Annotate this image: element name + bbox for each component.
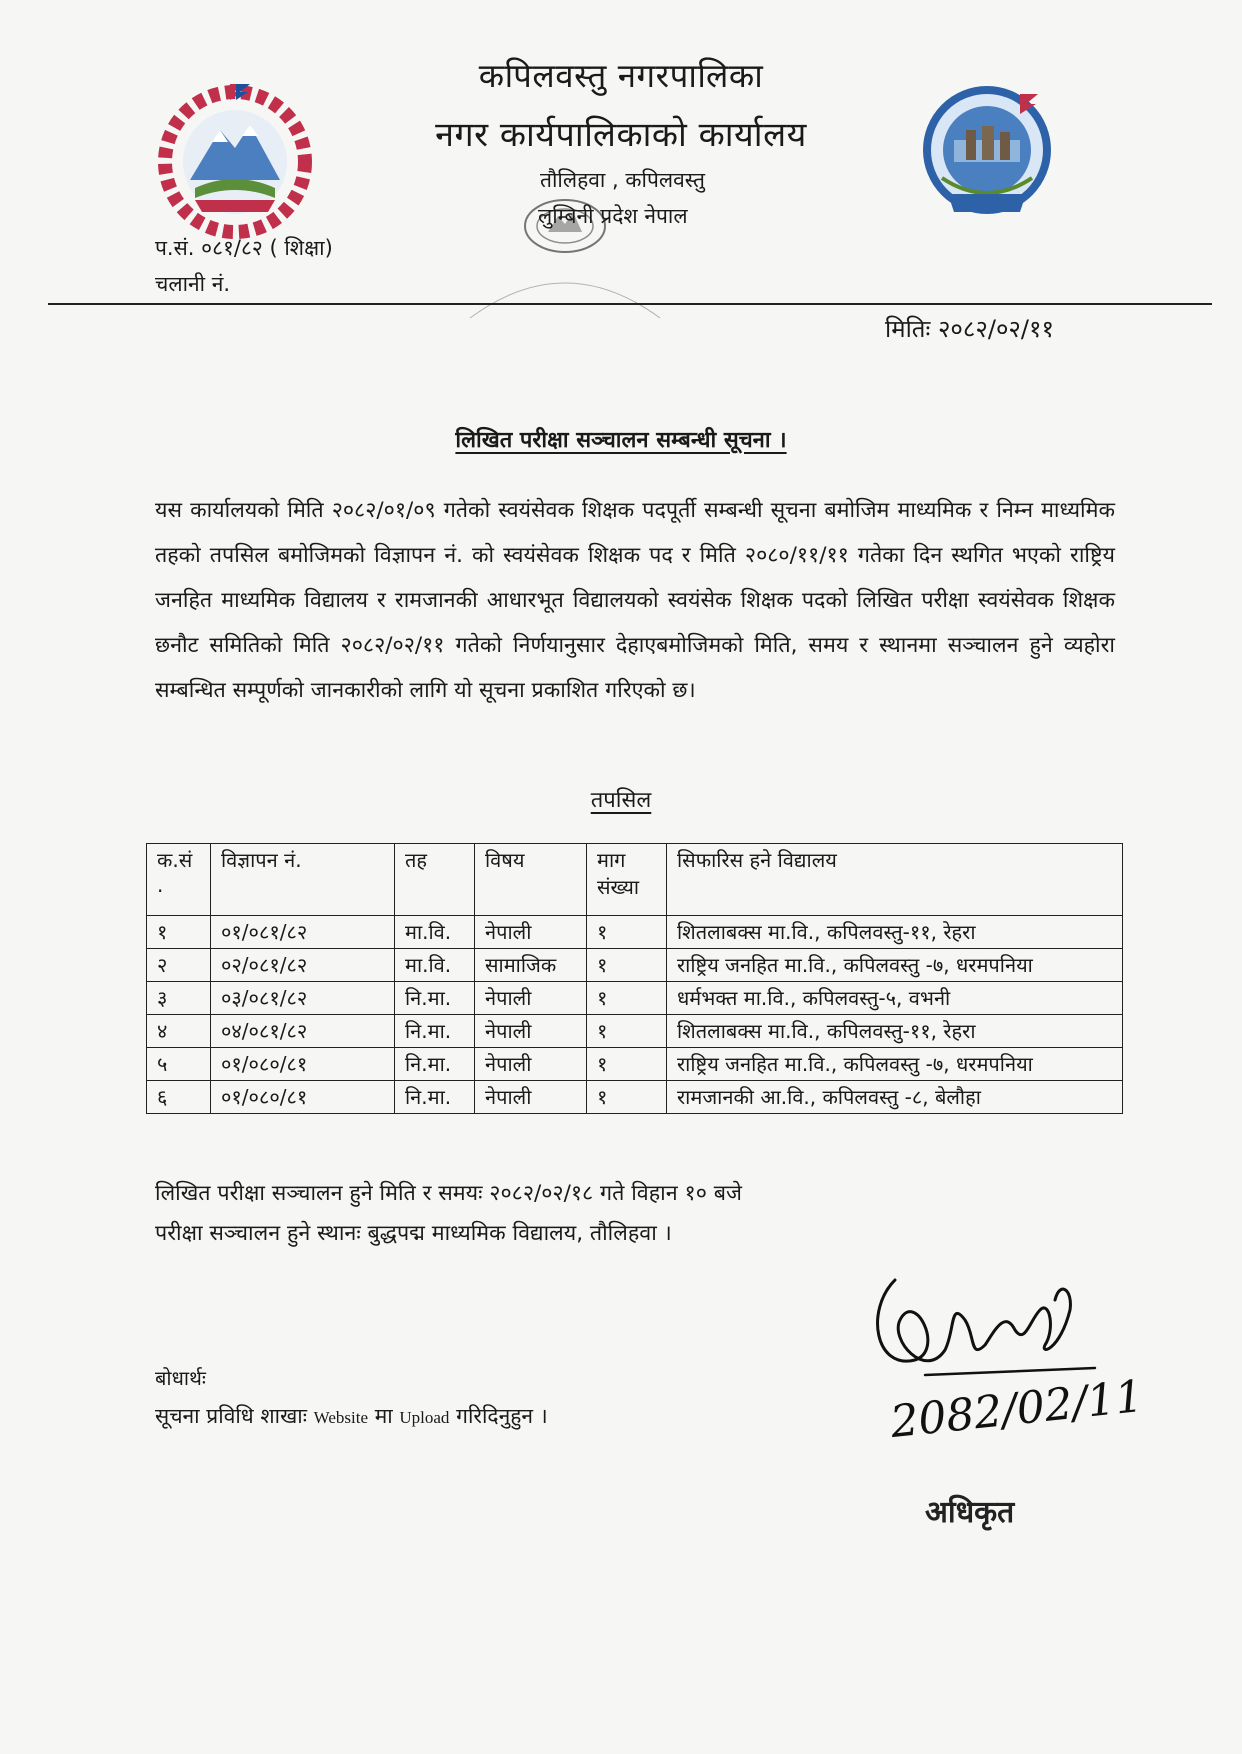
exam-venue: परीक्षा सञ्चालन हुने स्थानः बुद्धपद्म माध्यमिक विद्यालय, तौलिहवा ।	[155, 1221, 672, 1246]
table-row	[147, 982, 1123, 1015]
cell-sn: १	[147, 916, 211, 949]
municipality-name: कपिलवस्तु नगरपालिका	[478, 56, 764, 95]
cell-school: धर्मभक्त मा.वि., कपिलवस्तु-५, वभनी	[667, 982, 1123, 1015]
cell-sn: ४	[147, 1015, 211, 1048]
cell-level: नि.मा.	[395, 1048, 475, 1081]
cell-subject: सामाजिक	[475, 949, 587, 982]
website-word: Website	[313, 1408, 369, 1427]
cell-sn: ६	[147, 1081, 211, 1114]
cell-demand: १	[587, 1081, 667, 1114]
schedule-heading	[0, 784, 1242, 814]
cell-level: मा.वि.	[395, 949, 475, 982]
cell-subject: नेपाली	[475, 982, 587, 1015]
notice-paragraph: यस कार्यालयको मिति २०८२/०१/०९ गतेको स्वयंसेवक शिक्षक पदपूर्ती सम्बन्धी सूचना बमोजिम माध्यमिक र निम्न माध्यमिक तहको तपसिल बमोजिमको विज्ञापन नं. को स्वयंसेवक शिक्षक पद र मिति २०८०/११/११ गतेका दिन स्थगित भएको राष्ट्रिय जनहित माध्यमिक विद्यालय र रामजानकी आधारभूत विद्यालयको स्वयंसेक शिक्षक पदको लिखित परीक्षा स्वयंसेवक शिक्षक छनौट समितिको मिति २०८२/०२/११ गतेको निर्णयानुसार देहाएबमोजिमको मिति, समय र स्थानमा सञ्चालन हुने व्यहोरा सम्बन्धित सम्पूर्णको जानकारीको लागि यो सूचना प्रकाशित गरिएको छ।	[155, 498, 1115, 703]
cell-sn: २	[147, 949, 211, 982]
cell-advert-no: ०३/०८१/८२	[211, 982, 395, 1015]
cell-school: रामजानकी आ.वि., कपिलवस्तु -८, बेलौहा	[667, 1081, 1123, 1114]
header-divider	[48, 303, 1212, 305]
notice-title-text: लिखित परीक्षा सञ्चालन सम्बन्धी सूचना ।	[455, 428, 787, 453]
it-section-suffix: गरिदिनुहुन ।	[456, 1404, 548, 1428]
cell-school: शितलाबक्स मा.वि., कपिलवस्तु-११, रेहरा	[667, 1015, 1123, 1048]
cell-advert-no: ०२/०८१/८२	[211, 949, 395, 982]
cell-level: नि.मा.	[395, 982, 475, 1015]
ma-word: मा	[374, 1404, 393, 1428]
cell-level: नि.मा.	[395, 1015, 475, 1048]
column-header-sn: क.सं .	[147, 844, 211, 916]
it-section-prefix: सूचना प्रविधि शाखाः	[155, 1404, 307, 1428]
cell-demand: १	[587, 1015, 667, 1048]
column-header-school: सिफारिस हने विद्यालय	[667, 844, 1123, 916]
table-row	[147, 1015, 1123, 1048]
address-line-1: तौलिहवा , कपिलवस्तु	[540, 168, 705, 192]
cell-demand: १	[587, 1048, 667, 1081]
cell-subject: नेपाली	[475, 1048, 587, 1081]
document-date: मितिः २०८२/०२/११	[885, 315, 1054, 343]
cell-demand: १	[587, 949, 667, 982]
signatory-designation: अधिकृत	[925, 1495, 1015, 1530]
cell-sn: ५	[147, 1048, 211, 1081]
cell-level: नि.मा.	[395, 1081, 475, 1114]
cell-subject: नेपाली	[475, 1081, 587, 1114]
reference-number: प.सं. ०८१/८२ ( शिक्षा)	[155, 236, 333, 260]
table-row	[147, 949, 1123, 982]
column-header-level: तह	[395, 844, 475, 916]
column-header-advert-no: विज्ञापन नं.	[211, 844, 395, 916]
cell-subject: नेपाली	[475, 1015, 587, 1048]
table-row	[147, 1048, 1123, 1081]
notice-body	[155, 488, 1115, 713]
cell-demand: १	[587, 916, 667, 949]
exam-datetime: लिखित परीक्षा सञ्चालन हुने मिति र समयः २०८२/०२/१८ गते विहान १० बजे	[155, 1181, 742, 1206]
cell-school: राष्ट्रिय जनहित मा.वि., कपिलवस्तु -७, धरमपनिया	[667, 949, 1123, 982]
table-header-row	[147, 844, 1123, 916]
cell-advert-no: ०१/०८०/८१	[211, 1081, 395, 1114]
cell-subject: नेपाली	[475, 916, 587, 949]
it-section-line	[155, 1402, 548, 1430]
schedule-heading-text: तपसिल	[590, 788, 652, 813]
office-name: नगर कार्यपालिकाको कार्यालय	[435, 115, 807, 155]
upload-word: Upload	[399, 1408, 450, 1427]
schedule-table	[146, 843, 1123, 1114]
column-header-subject: विषय	[475, 844, 587, 916]
table-row	[147, 1081, 1123, 1114]
dispatch-number: चलानी नं.	[155, 272, 231, 296]
signature-date: 2082/02/11	[888, 1370, 1146, 1449]
cell-school: शितलाबक्स मा.वि., कपिलवस्तु-११, रेहरा	[667, 916, 1123, 949]
cell-advert-no: ०१/०८१/८२	[211, 916, 395, 949]
cell-advert-no: ०१/०८०/८१	[211, 1048, 395, 1081]
cell-advert-no: ०४/०८१/८२	[211, 1015, 395, 1048]
cell-demand: १	[587, 982, 667, 1015]
cell-sn: ३	[147, 982, 211, 1015]
cell-school: राष्ट्रिय जनहित मा.वि., कपिलवस्तु -७, धरमपनिया	[667, 1048, 1123, 1081]
table-row	[147, 916, 1123, 949]
cc-label: बोधार्थः	[155, 1366, 206, 1390]
address-line-2: लुम्बिनी प्रदेश नेपाल	[538, 204, 688, 228]
column-header-demand: माग संख्या	[587, 844, 667, 916]
notice-title	[0, 424, 1242, 454]
cell-level: मा.वि.	[395, 916, 475, 949]
